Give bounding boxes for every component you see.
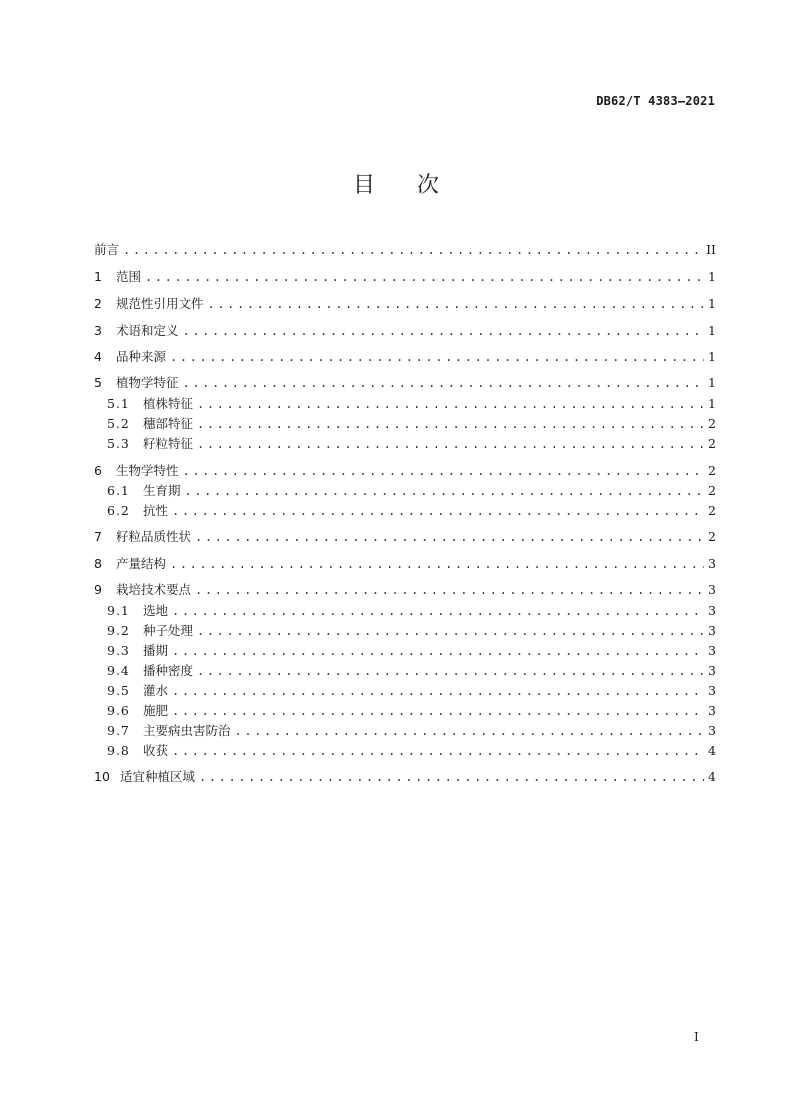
toc-entry-page: 2 (708, 503, 716, 518)
toc-entry-number: 1 (94, 269, 102, 284)
toc-entry[interactable] (107, 502, 716, 520)
toc-leader-dots (172, 742, 704, 760)
toc-entry-number: 5.2 (107, 416, 130, 431)
toc-entry-page: 3 (708, 556, 716, 571)
toc-entry[interactable] (94, 555, 716, 573)
toc-entry-title: 籽粒品质性状 (116, 529, 192, 544)
toc-entry-page: 3 (708, 663, 716, 678)
toc-entry-page: 4 (708, 743, 716, 758)
toc-entry-number: 9.5 (107, 683, 130, 698)
toc-entry[interactable] (94, 322, 716, 340)
toc-entry-title: 选地 (143, 603, 169, 618)
toc-entry-number: 6.1 (107, 483, 130, 498)
toc-entry-page: 3 (708, 723, 716, 738)
toc-entry-title: 收获 (143, 743, 169, 758)
toc-entry-page: 1 (708, 375, 716, 390)
toc-entry-title: 抗性 (143, 503, 169, 518)
toc-entry[interactable] (94, 768, 716, 786)
page-number: I (694, 1030, 699, 1044)
toc-entry-number: 10 (94, 769, 110, 784)
toc-entry-page: 4 (708, 769, 716, 784)
toc-entry-number: 9 (94, 582, 102, 597)
toc-entry-page: 2 (708, 463, 716, 478)
toc-leader-dots (183, 462, 704, 480)
toc-entry[interactable] (94, 348, 716, 366)
toc-leader-dots (197, 415, 704, 433)
toc-leader-dots (195, 581, 704, 599)
page-title-char-1: 目 (352, 173, 375, 198)
page-title (0, 168, 792, 199)
toc-entry-number: 7 (94, 529, 102, 544)
page-title-char-2: 次 (417, 173, 440, 198)
toc-entry-number: 9.4 (107, 663, 130, 678)
toc-entry-title: 种子处理 (143, 623, 194, 638)
toc-entry-page: 1 (708, 296, 716, 311)
toc-entry-title: 生育期 (143, 483, 181, 498)
toc-entry-title: 主要病虫害防治 (143, 723, 231, 738)
toc-entry-title: 范围 (116, 269, 142, 284)
toc-entry-page: 3 (708, 703, 716, 718)
toc-entry-title: 施肥 (143, 703, 169, 718)
toc-entry[interactable] (107, 662, 716, 680)
toc-entry-title: 规范性引用文件 (116, 296, 204, 311)
toc-entry[interactable] (107, 642, 716, 660)
toc-entry[interactable] (107, 622, 716, 640)
toc-entry-number: 9.6 (107, 703, 130, 718)
toc-leader-dots (195, 528, 704, 546)
toc-entry[interactable] (94, 268, 716, 286)
toc-leader-dots (172, 702, 704, 720)
toc-entry[interactable] (107, 702, 716, 720)
toc-leader-dots (197, 435, 704, 453)
toc-entry-page: 1 (708, 269, 716, 284)
toc-entry-page: 2 (708, 416, 716, 431)
toc-entry[interactable] (107, 722, 716, 740)
toc-leader-dots (197, 395, 704, 413)
toc-entry[interactable] (107, 395, 716, 413)
toc-entry-title: 生物学特性 (116, 463, 179, 478)
toc-entry-number: 6.2 (107, 503, 130, 518)
toc-entry-number: 9.2 (107, 623, 130, 638)
toc-leader-dots (172, 642, 704, 660)
toc-leader-dots (170, 348, 704, 366)
toc-leader-dots (172, 602, 704, 620)
toc-entry[interactable] (94, 462, 716, 480)
toc-entry-page: 3 (708, 623, 716, 638)
toc-entry-title: 籽粒特征 (143, 436, 194, 451)
toc-entry-page: 3 (708, 643, 716, 658)
toc-entry[interactable] (107, 682, 716, 700)
toc-entry[interactable] (94, 581, 716, 599)
toc-entry-title: 术语和定义 (116, 323, 179, 338)
toc-leader-dots (145, 268, 704, 286)
toc-entry[interactable] (94, 241, 716, 259)
toc-leader-dots (123, 241, 702, 259)
toc-entry-number: 9.7 (107, 723, 130, 738)
toc-entry-number: 9.8 (107, 743, 130, 758)
toc-entry-number: 6 (94, 463, 102, 478)
toc-entry-number: 3 (94, 323, 102, 338)
toc-entry-page: II (706, 242, 716, 257)
toc-entry[interactable] (94, 528, 716, 546)
document-code: DB62/T 4383—2021 (596, 94, 715, 108)
toc-entry[interactable] (107, 482, 716, 500)
toc-entry-title: 播期 (143, 643, 169, 658)
toc-entry-number: 4 (94, 349, 102, 364)
toc-entry-number: 9.1 (107, 603, 130, 618)
toc-entry-number: 8 (94, 556, 102, 571)
toc-entry-number: 5 (94, 375, 102, 390)
toc-entry[interactable] (94, 295, 716, 313)
toc-leader-dots (170, 555, 704, 573)
toc-entry-page: 3 (708, 582, 716, 597)
toc-entry-title: 播种密度 (143, 663, 194, 678)
toc-leader-dots (172, 682, 704, 700)
toc-entry[interactable] (107, 602, 716, 620)
toc-entry-page: 2 (708, 529, 716, 544)
toc-leader-dots (199, 768, 704, 786)
toc-entry-number: 5.3 (107, 436, 130, 451)
toc-leader-dots (185, 482, 704, 500)
toc-entry-title: 产量结构 (116, 556, 167, 571)
toc-entry[interactable] (107, 742, 716, 760)
toc-entry-title: 植物学特征 (116, 375, 179, 390)
toc-entry[interactable] (94, 374, 716, 392)
toc-leader-dots (172, 502, 704, 520)
toc-entry-title: 前言 (94, 242, 120, 257)
toc-leader-dots (197, 622, 704, 640)
toc-entry-title: 植株特征 (143, 396, 194, 411)
toc-entry-page: 1 (708, 349, 716, 364)
toc-entry-page: 2 (708, 436, 716, 451)
toc-entry-title: 品种来源 (116, 349, 167, 364)
toc-entry-page: 2 (708, 483, 716, 498)
toc-leader-dots (208, 295, 704, 313)
toc-entry-page: 3 (708, 683, 716, 698)
toc-entry-title: 灌水 (143, 683, 169, 698)
toc-entry-page: 1 (708, 323, 716, 338)
toc-entry-number: 9.3 (107, 643, 130, 658)
toc-entry-title: 适宜种植区域 (120, 769, 196, 784)
toc-leader-dots (183, 322, 704, 340)
toc-entry-title: 栽培技术要点 (116, 582, 192, 597)
toc-entry-number: 5.1 (107, 396, 130, 411)
toc-entry[interactable] (107, 435, 716, 453)
toc-leader-dots (183, 374, 704, 392)
toc-leader-dots (197, 662, 704, 680)
toc-entry-page: 1 (708, 396, 716, 411)
toc-entry-title: 穗部特征 (143, 416, 194, 431)
toc-entry-page: 3 (708, 603, 716, 618)
toc-entry[interactable] (107, 415, 716, 433)
toc-leader-dots (235, 722, 704, 740)
toc-entry-number: 2 (94, 296, 102, 311)
